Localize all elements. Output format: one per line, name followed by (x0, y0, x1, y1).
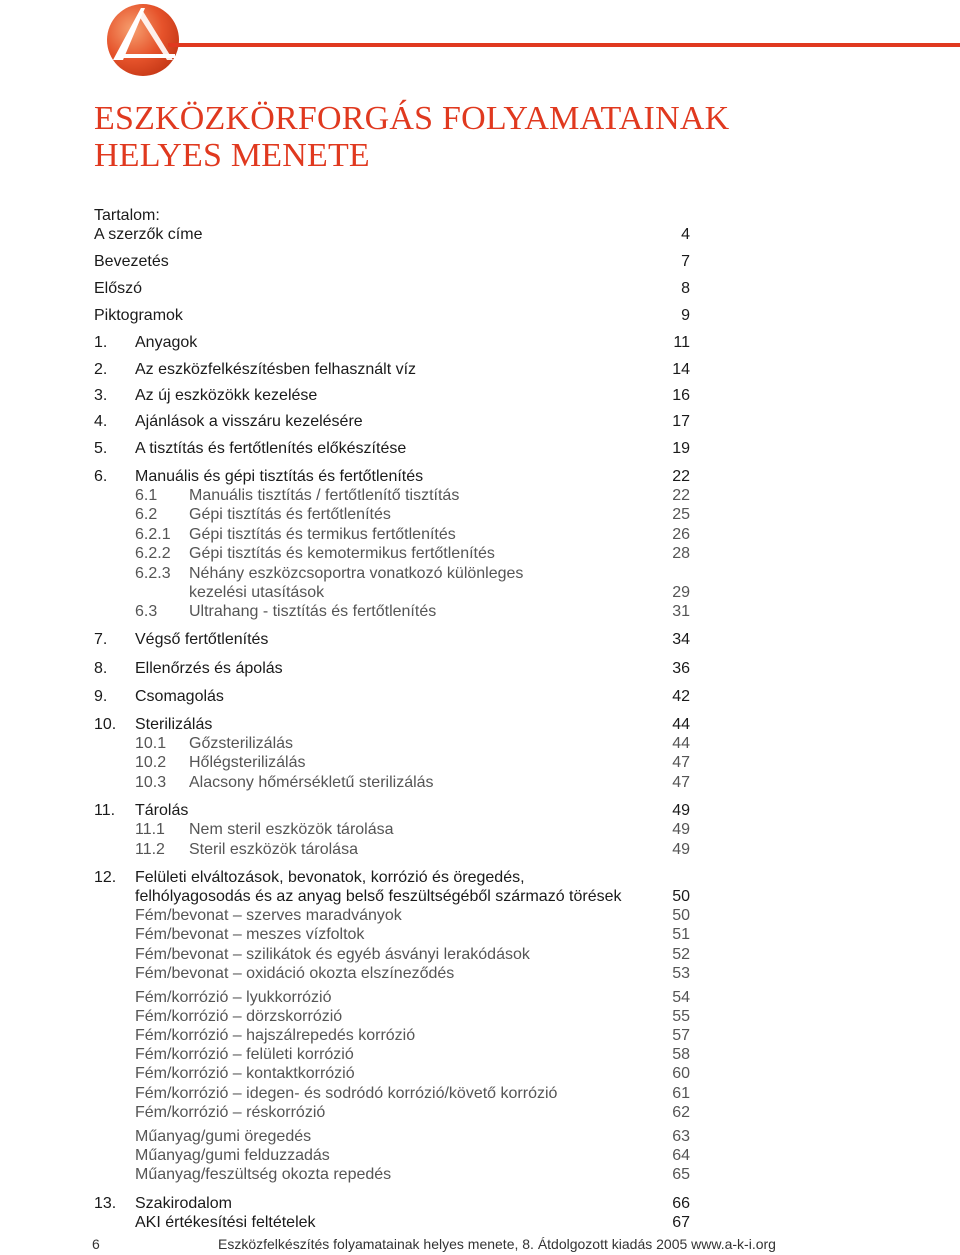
toc-entry-number: 11. (94, 802, 116, 819)
toc-entry-number: 3. (94, 387, 108, 404)
toc-entry (94, 564, 690, 583)
toc-entry-number: 9. (94, 688, 108, 705)
toc-entry-title: Fém/korrózió – kontaktkorrózió (135, 1065, 355, 1082)
toc-entry-page: 14 (672, 361, 690, 378)
toc-entry-title: Szakirodalom (135, 1195, 232, 1212)
toc-entry-page: 61 (672, 1085, 690, 1102)
toc-entry-title: felhólyagosodás és az anyag belső feszültségéből származó törések (135, 888, 622, 905)
toc-entry (94, 734, 690, 753)
toc-entry (94, 467, 690, 486)
toc-entry-title: Fém/bevonat – szilikátok és egyéb ásványi lerakódások (135, 946, 530, 963)
toc-entry-page: 9 (681, 307, 690, 324)
toc-entry-page: 65 (672, 1166, 690, 1183)
toc-entry (94, 333, 690, 352)
toc-entry-page: 22 (672, 468, 690, 485)
toc-entry-page: 8 (681, 280, 690, 297)
toc-entry-number: 6.2.2 (135, 545, 171, 562)
toc-entry (94, 360, 690, 379)
toc-entry (94, 386, 690, 405)
toc-entry-number: 10. (94, 716, 117, 733)
toc-entry-title: Előszó (94, 280, 143, 297)
toc-entry-page: 42 (672, 688, 690, 705)
toc-entry (94, 906, 690, 925)
toc-entry-number: 6.2 (135, 506, 158, 523)
toc-entry (94, 753, 690, 772)
toc-entry-title: Felületi elváltozások, bevonatok, korrózió és öregedés, (135, 869, 525, 886)
toc-entry-number: 11.1 (135, 821, 165, 838)
toc-entry (94, 1146, 690, 1165)
toc-entry-page: 60 (672, 1065, 690, 1082)
toc-entry-number: 6.2.1 (135, 526, 171, 543)
toc-entry-title: Manuális és gépi tisztítás és fertőtlenítés (135, 468, 424, 485)
toc-entry-title: Alacsony hőmérsékletű sterilizálás (189, 774, 434, 791)
toc-entry-page: 26 (672, 526, 690, 543)
toc-entry-title: Manuális tisztítás / fertőtlenítő tisztítás (189, 487, 460, 504)
toc-entry-page: 28 (672, 545, 690, 562)
toc-entry-title: Ellenőrzés és ápolás (135, 660, 283, 677)
toc-entry-title: Végső fertőtlenítés (135, 631, 269, 648)
toc-heading (94, 206, 690, 225)
toc-entry-page: 49 (672, 841, 690, 858)
toc-entry-number: 1. (94, 334, 108, 351)
title-line-2: HELYES MENETE (94, 137, 370, 174)
toc-entry-page: 50 (672, 907, 690, 924)
toc-entry (94, 715, 690, 734)
toc-entry (94, 583, 690, 602)
toc-entry (94, 412, 690, 431)
toc-entry (94, 252, 690, 271)
toc-entry-title: Fém/korrózió – idegen- és sodródó korrózió/követő korrózió (135, 1085, 558, 1102)
toc-entry (94, 225, 690, 244)
title-line-1: ESZKÖZKÖRFORGÁS FOLYAMATAINAK (94, 100, 730, 137)
toc-entry-page: 64 (672, 1147, 690, 1164)
toc-entry (94, 544, 690, 563)
toc-entry-number: 6.2.3 (135, 565, 171, 582)
toc-entry-page: 63 (672, 1128, 690, 1145)
toc-entry-page: 36 (672, 660, 690, 677)
page-title (94, 100, 729, 174)
toc-entry-number: 6. (94, 468, 108, 485)
toc-entry-page: 25 (672, 506, 690, 523)
toc-entry-page: 52 (672, 946, 690, 963)
toc-entry (94, 630, 690, 649)
toc-entry (94, 887, 690, 906)
toc-entry (94, 525, 690, 544)
toc-entry (94, 1084, 690, 1103)
toc-entry (94, 801, 690, 820)
toc-entry-page: 58 (672, 1046, 690, 1063)
toc-entry-page: 47 (672, 774, 690, 791)
toc-entry-page: 44 (672, 735, 690, 752)
toc-entry-page: 67 (672, 1214, 690, 1231)
aki-logo-icon (105, 2, 181, 78)
toc-entry-title: A tisztítás és fertőtlenítés előkészítése (135, 440, 407, 457)
toc-entry (94, 1194, 690, 1213)
toc-entry-page: 50 (672, 888, 690, 905)
toc-entry-title: Fém/korrózió – felületi korrózió (135, 1046, 354, 1063)
toc-entry (94, 1007, 690, 1026)
toc-entry-page: 47 (672, 754, 690, 771)
toc-entry (94, 1127, 690, 1146)
toc-entry-page: 66 (672, 1195, 690, 1212)
toc-heading-label: Tartalom: (94, 207, 160, 224)
toc-entry-number: 8. (94, 660, 108, 677)
toc-entry-title: kezelési utasítások (189, 584, 325, 601)
toc-entry-page: 34 (672, 631, 690, 648)
toc-entry-title: Néhány eszközcsoportra vonatkozó különleges (189, 565, 524, 582)
toc-entry-title: Ajánlások a visszáru kezelésére (135, 413, 363, 430)
toc-entry (94, 439, 690, 458)
toc-entry-number: 12. (94, 869, 117, 886)
toc-entry-title: Anyagok (135, 334, 198, 351)
toc-entry (94, 1064, 690, 1083)
toc-entry-title: Fém/bevonat – oxidáció okozta elszíneződés (135, 965, 455, 982)
toc-entry-number: 5. (94, 440, 108, 457)
toc-entry-title: Ultrahang - tisztítás és fertőtlenítés (189, 603, 437, 620)
toc-entry-title: Csomagolás (135, 688, 224, 705)
toc-entry-number: 11.2 (135, 841, 165, 858)
toc-entry-page: 29 (672, 584, 690, 601)
toc-entry-title: Nem steril eszközök tárolása (189, 821, 394, 838)
toc-entry-page: 62 (672, 1104, 690, 1121)
toc-entry-title: AKI értékesítési feltételek (135, 1214, 316, 1231)
toc-entry-number: 10.2 (135, 754, 167, 771)
toc-entry-page: 4 (681, 226, 690, 243)
toc-entry (94, 945, 690, 964)
toc-entry-title: Műanyag/gumi öregedés (135, 1128, 312, 1145)
toc-entry (94, 925, 690, 944)
toc-entry-title: Az új eszközökk kezelése (135, 387, 318, 404)
toc-entry (94, 687, 690, 706)
toc-entry (94, 1103, 690, 1122)
toc-entry-page: 22 (672, 487, 690, 504)
toc-entry-number: 7. (94, 631, 108, 648)
toc-entry-title: Műanyag/feszültség okozta repedés (135, 1166, 392, 1183)
toc-entry (94, 486, 690, 505)
toc-entry-page: 7 (681, 253, 690, 270)
toc-entry-page: 11 (673, 334, 690, 351)
toc-entry-title: Steril eszközök tárolása (189, 841, 358, 858)
toc-entry-number: 6.1 (135, 487, 158, 504)
toc-entry-title: Piktogramok (94, 307, 183, 324)
toc-entry-title: Fém/korrózió – dörzskorrózió (135, 1008, 343, 1025)
toc-entry-page: 57 (672, 1027, 690, 1044)
toc-entry (94, 820, 690, 839)
toc-entry (94, 602, 690, 621)
toc-entry-page: 51 (672, 926, 690, 943)
toc-entry-page: 19 (672, 440, 690, 457)
toc-entry-page: 55 (672, 1008, 690, 1025)
top-rule (168, 43, 960, 47)
toc-entry-page: 44 (672, 716, 690, 733)
toc-entry-page: 49 (672, 802, 690, 819)
toc-entry-number: 6.3 (135, 603, 158, 620)
toc-entry-title: Az eszközfelkészítésben felhasznált víz (135, 361, 417, 378)
toc-entry-title: Fém/korrózió – lyukkorrózió (135, 989, 332, 1006)
toc-entry (94, 279, 690, 298)
toc-entry-title: Fém/bevonat – meszes vízfoltok (135, 926, 365, 943)
toc-entry-title: A szerzők címe (94, 226, 203, 243)
toc-entry-title: Tárolás (135, 802, 189, 819)
toc-entry (94, 773, 690, 792)
toc-entry (94, 868, 690, 887)
toc-entry (94, 505, 690, 524)
toc-entry-title: Gőzsterilizálás (189, 735, 294, 752)
toc-entry (94, 1213, 690, 1232)
toc-entry (94, 964, 690, 983)
toc-entry-page: 16 (672, 387, 690, 404)
toc-entry-number: 4. (94, 413, 108, 430)
toc-entry (94, 306, 690, 325)
toc-entry-title: Hőlégsterilizálás (189, 754, 306, 771)
toc-entry-number: 10.3 (135, 774, 167, 791)
toc-entry (94, 840, 690, 859)
toc-entry (94, 1026, 690, 1045)
toc-entry (94, 1045, 690, 1064)
toc-entry-page: 17 (672, 413, 690, 430)
toc-entry-number: 13. (94, 1195, 117, 1212)
toc-entry-title: Fém/bevonat – szerves maradványok (135, 907, 402, 924)
footer-text: Eszközfelkészítés folyamatainak helyes menete, 8. Átdolgozott kiadás 2005 www.a-k-i.org (218, 1236, 776, 1252)
toc-entry-title: Fém/korrózió – réskorrózió (135, 1104, 326, 1121)
toc-entry-title: Bevezetés (94, 253, 169, 270)
toc-entry (94, 1165, 690, 1184)
toc-entry-title: Műanyag/gumi felduzzadás (135, 1147, 330, 1164)
toc-entry-title: Fém/korrózió – hajszálrepedés korrózió (135, 1027, 416, 1044)
toc-entry-title: Sterilizálás (135, 716, 213, 733)
toc-entry-number: 2. (94, 361, 108, 378)
toc-entry-title: Gépi tisztítás és fertőtlenítés (189, 506, 391, 523)
toc-entry (94, 988, 690, 1007)
toc-entry-page: 53 (672, 965, 690, 982)
toc-entry-title: Gépi tisztítás és termikus fertőtlenítés (189, 526, 456, 543)
toc-entry-number: 10.1 (135, 735, 167, 752)
toc-entry-page: 31 (672, 603, 690, 620)
toc-entry-title: Gépi tisztítás és kemotermikus fertőtlenítés (189, 545, 495, 562)
toc-entry (94, 659, 690, 678)
footer-page-number: 6 (92, 1236, 100, 1252)
toc-entry-page: 49 (672, 821, 690, 838)
toc-entry-page: 54 (672, 989, 690, 1006)
